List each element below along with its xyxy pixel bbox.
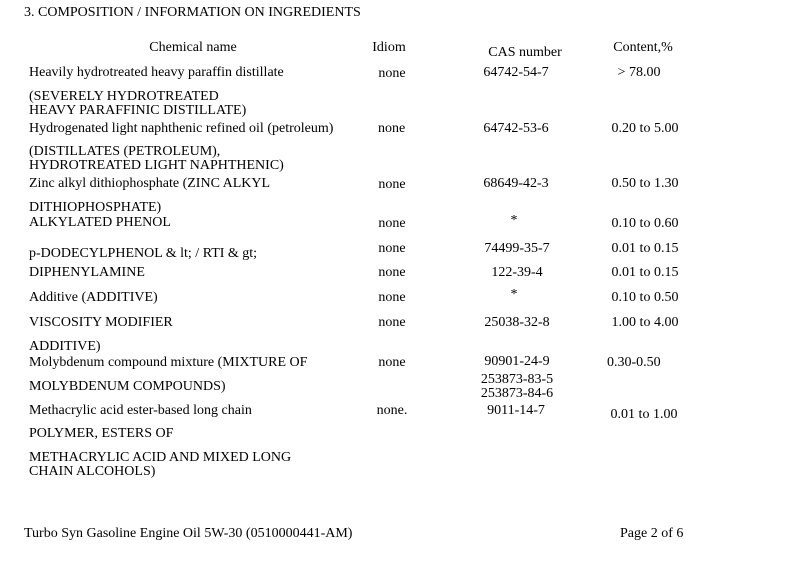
footer-product-name: Turbo Syn Gasoline Engine Oil 5W-30 (0510000441-AM): [24, 526, 353, 541]
cas-cell: 64742-54-7: [483, 65, 549, 80]
cas-cell: 68649-42-3: [483, 176, 549, 191]
cas-cell: 74499-35-7: [484, 241, 550, 256]
idiom-cell: none: [378, 355, 406, 370]
content-cell: 0.01 to 1.00: [610, 407, 678, 422]
section-title: 3. COMPOSITION / INFORMATION ON INGREDIENTS: [24, 5, 361, 20]
chemical-name-line: ADDITIVE): [29, 339, 101, 354]
cas-cell: 25038-32-8: [484, 315, 550, 330]
content-cell: > 78.00: [617, 65, 661, 80]
content-cell: 0.50 to 1.30: [611, 176, 679, 191]
content-cell: 0.20 to 5.00: [611, 121, 679, 136]
chemical-name-line: HYDROTREATED LIGHT NAPHTHENIC): [29, 158, 284, 173]
idiom-cell: none: [378, 241, 406, 256]
header-idiom: Idiom: [372, 40, 406, 55]
content-cell: 0.01 to 0.15: [611, 265, 679, 280]
chemical-name-line: POLYMER, ESTERS OF: [29, 426, 174, 441]
chemical-name-line: DIPHENYLAMINE: [29, 265, 145, 280]
chemical-name-line: Heavily hydrotreated heavy paraffin distillate: [29, 65, 284, 80]
cas-cell: *: [510, 213, 518, 228]
footer-page-number: Page 2 of 6: [620, 526, 684, 541]
chemical-name-line: MOLYBDENUM COMPOUNDS): [29, 379, 226, 394]
chemical-name-line: ALKYLATED PHENOL: [29, 215, 171, 230]
idiom-cell: none: [378, 177, 406, 192]
chemical-name-line: METHACRYLIC ACID AND MIXED LONG: [29, 450, 292, 465]
content-cell: 0.10 to 0.60: [611, 216, 679, 231]
chemical-name-line: HEAVY PARAFFINIC DISTILLATE): [29, 103, 247, 118]
cas-cell: 9011-14-7: [487, 403, 545, 418]
header-cas-number: CAS number: [488, 45, 562, 60]
chemical-name-line: DITHIOPHOSPHATE): [29, 200, 162, 215]
idiom-cell: none: [378, 290, 406, 305]
chemical-name-line: Methacrylic acid ester-based long chain: [29, 403, 252, 418]
header-content: Content,%: [613, 40, 673, 55]
content-cell: 0.30-0.50: [607, 355, 661, 370]
chemical-name-line: Additive (ADDITIVE): [29, 290, 158, 305]
cas-cell: 253873-83-5: [480, 372, 554, 387]
chemical-name-line: p-DODECYLPHENOL & lt; / RTI & gt;: [29, 246, 258, 261]
cas-cell: 253873-84-6: [480, 386, 554, 401]
idiom-cell: none: [378, 315, 406, 330]
header-chemical-name: Chemical name: [149, 40, 237, 55]
content-cell: 1.00 to 4.00: [611, 315, 679, 330]
chemical-name-line: CHAIN ALCOHOLS): [29, 464, 156, 479]
content-cell: 0.01 to 0.15: [611, 241, 679, 256]
chemical-name-line: (DISTILLATES (PETROLEUM),: [29, 144, 221, 159]
cas-cell: 122-39-4: [491, 265, 543, 280]
cas-cell: 64742-53-6: [483, 121, 549, 136]
idiom-cell: none.: [376, 403, 408, 418]
idiom-cell: none: [378, 265, 406, 280]
chemical-name-line: Molybdenum compound mixture (MIXTURE OF: [29, 355, 308, 370]
cas-cell: *: [510, 287, 518, 302]
chemical-name-line: VISCOSITY MODIFIER: [29, 315, 173, 330]
chemical-name-line: Zinc alkyl dithiophosphate (ZINC ALKYL: [29, 176, 271, 191]
idiom-cell: none: [378, 66, 406, 81]
idiom-cell: none: [378, 121, 406, 136]
content-cell: 0.10 to 0.50: [611, 290, 679, 305]
chemical-name-line: (SEVERELY HYDROTREATED: [29, 89, 219, 104]
idiom-cell: none: [378, 216, 406, 231]
chemical-name-line: Hydrogenated light naphthenic refined oil (petroleum): [29, 121, 334, 136]
cas-cell: 90901-24-9: [484, 354, 550, 369]
